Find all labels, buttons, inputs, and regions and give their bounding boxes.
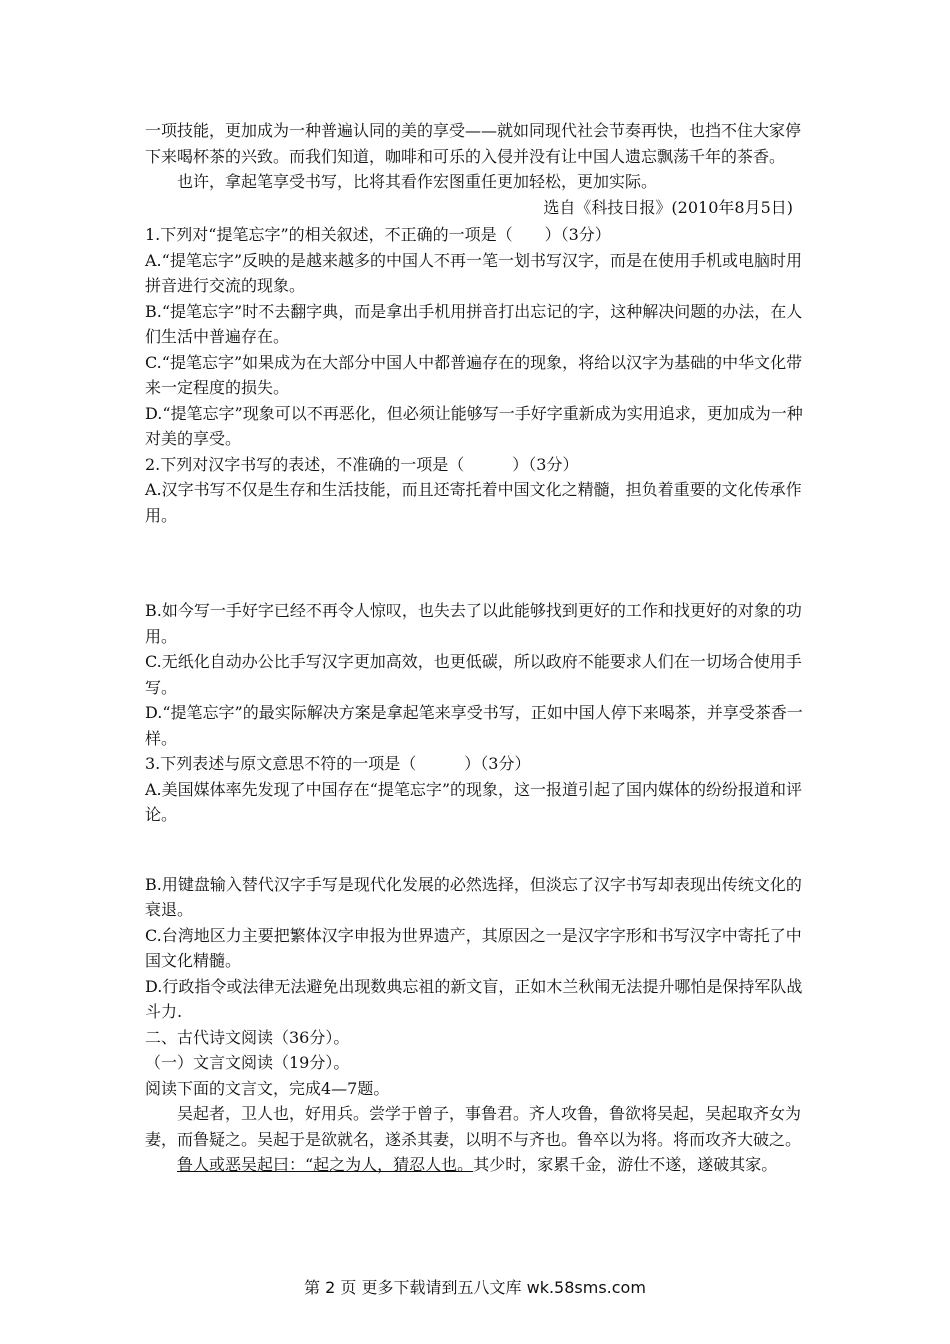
- question-3-option-b: B.用键盘输入替代汉字手写是现代化发展的必然选择，但淡忘了汉字书写却表现出传统文化的衰退。: [145, 874, 802, 919]
- underlined-sentence: 鲁人或恶吴起曰：“起之为人，猜忍人也。: [177, 1155, 474, 1174]
- question-2-option-b: B.如今写一手好字已经不再令人惊叹，也失去了以此能够找到更好的工作和找更好的对象的功用。: [145, 601, 802, 646]
- question-3-option-c: C.台湾地区力主要把繁体汉字申报为世界遗产，其原因之一是汉字字形和书写汉字中寄托了中国文化精髓。: [145, 925, 802, 970]
- passage-source: 选自《科技日报》(2010年8月5日): [543, 197, 793, 217]
- classical-paragraph-2: [145, 1152, 815, 1178]
- passage-paragraph-2: 也许，拿起笔享受书写，比将其看作宏图重任更加轻松，更加实际。: [177, 172, 658, 191]
- subsection-heading: （一）文言文阅读（19分）。: [145, 1053, 350, 1072]
- question-1-option-d: D.“提笔忘字”现象可以不再恶化，但必须让能够写一手好字重新成为实用追求，更加成为一种对美的享受。: [145, 403, 803, 448]
- reading-instruction: 阅读下面的文言文，完成4—7题。: [145, 1078, 390, 1098]
- section-heading: 二、古代诗文阅读（36分）。: [145, 1027, 350, 1047]
- question-2-stem: 2.下列对汉字书写的表述，不准确的一项是（ ）（3分）: [145, 454, 579, 474]
- document-body: [145, 118, 815, 1178]
- question-3-stem: 3.下列表述与原文意思不符的一项是（ ）（3分）: [145, 754, 531, 773]
- question-1-option-c: C.“提笔忘字”如果成为在大部分中国人中都普遍存在的现象，将给以汉字为基础的中华文化带来一定程度的损失。: [145, 352, 803, 397]
- classical-paragraph-2-rest: 其少时，家累千金，游仕不遂，遂破其家。: [473, 1155, 778, 1174]
- question-3-option-a: A.美国媒体率先发现了中国存在“提笔忘字”的现象，这一报道引起了国内媒体的纷纷报道和评论。: [145, 779, 803, 824]
- classical-paragraph-1: 吴起者，卫人也，好用兵。尝学于曾子，事鲁君。齐人攻鲁，鲁欲将吴起，吴起取齐女为妻，而鲁疑之。吴起于是欲就名，遂杀其妻，以明不与齐也。鲁卒以为将。将而攻齐大破之。: [145, 1104, 802, 1149]
- question-1-option-b: B.“提笔忘字”时不去翻字典，而是拿出手机用拼音打出忘记的字，这种解决问题的办法，在人们生活中普遍存在。: [145, 301, 803, 346]
- question-2-option-d: D.“提笔忘字”的最实际解决方案是拿起笔来享受书写，正如中国人停下来喝茶，并享受茶香一样。: [145, 703, 803, 748]
- question-1-stem: 1.下列对“提笔忘字”的相关叙述，不正确的一项是（ ）（3分）: [145, 225, 611, 244]
- question-2-option-c: C.无纸化自动办公比手写汉字更加高效，也更低碳，所以政府不能要求人们在一切场合使用手写。: [145, 652, 802, 697]
- question-2-option-a: A.汉字书写不仅是生存和生活技能，而且还寄托着中国文化之精髓，担负着重要的文化传承作用。: [145, 480, 802, 525]
- question-1-option-a: A.“提笔忘字”反映的是越来越多的中国人不再一笔一划书写汉字，而是在使用手机或电脑时用拼音进行交流的现象。: [145, 250, 803, 295]
- question-3-option-d: D.行政指令或法律无法避免出现数典忘祖的新文盲，正如木兰秋闱无法提升哪怕是保持军队战斗力.: [145, 976, 803, 1021]
- passage-paragraph-1: 一项技能，更加成为一种普遍认同的美的享受——就如同现代社会节奏再快，也挡不住大家停下来喝杯茶的兴致。而我们知道，咖啡和可乐的入侵并没有让中国人遗忘飘荡千年的茶香。: [145, 121, 802, 166]
- blank-space: [145, 528, 815, 598]
- page-footer: 第 2 页 更多下载请到五八文库 wk.58sms.com: [304, 1278, 646, 1297]
- blank-space: [145, 828, 815, 872]
